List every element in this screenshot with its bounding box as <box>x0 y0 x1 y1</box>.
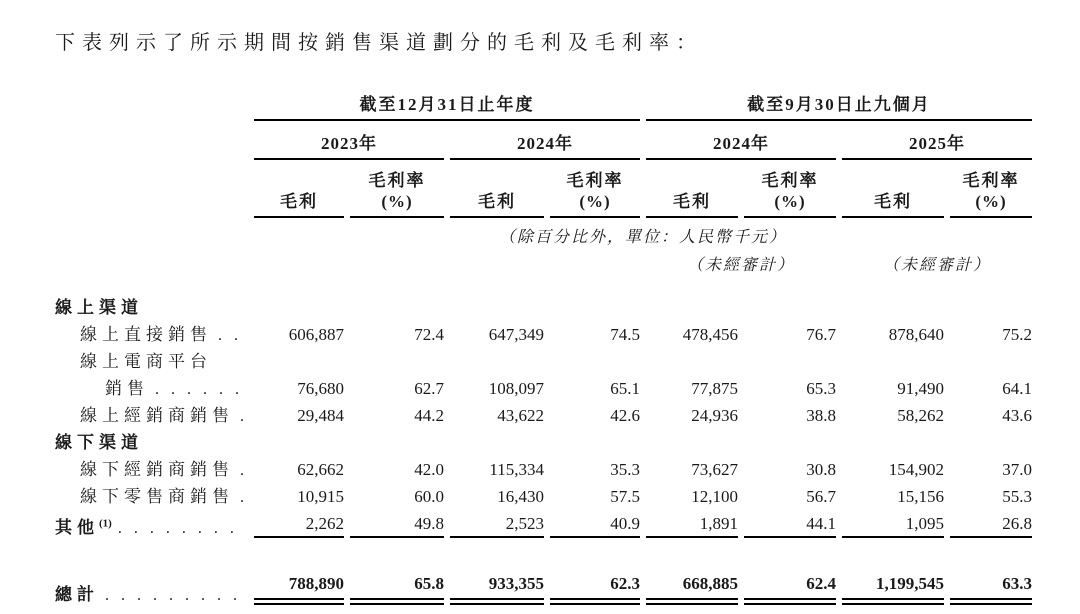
row-label: 線上直接銷售 <box>80 325 212 344</box>
gp-2024: 2,523 <box>450 507 544 538</box>
gpm-2025: 26.8 <box>950 507 1032 538</box>
gpm-2024-9m: 76.7 <box>806 325 836 344</box>
gpm-2024-9m: 30.8 <box>806 460 836 479</box>
gpm-2024-9m: 65.3 <box>806 379 836 398</box>
gpm-2024: 65.1 <box>610 379 640 398</box>
gp-2025: 91,490 <box>897 379 944 398</box>
gp-2024: 647,349 <box>488 325 544 344</box>
period-group-nine-months: 截至9月30日止九個月 <box>646 89 1032 121</box>
col-header-gpm-2: 毛利率 (%) <box>550 160 640 218</box>
period-header-row <box>55 89 1032 121</box>
gp-2025: 154,902 <box>888 460 944 479</box>
empty-cell <box>254 247 640 275</box>
gpm-2025: 55.3 <box>1002 487 1032 506</box>
year-header-2023: 2023年 <box>254 121 444 160</box>
col-header-gp-1: 毛利 <box>254 160 344 218</box>
gp-2025: 15,156 <box>897 487 944 506</box>
col-header-gp-2: 毛利 <box>450 160 544 218</box>
gp-2023: 606,887 <box>288 325 344 344</box>
gpm-2024: 74.5 <box>610 325 640 344</box>
gpm-2024: 35.3 <box>610 460 640 479</box>
row-label: 線下經銷商銷售 <box>80 460 234 479</box>
gp-2025: 1,095 <box>842 507 944 538</box>
row-label: 其他 <box>55 518 99 537</box>
gp-2023: 62,662 <box>297 460 344 479</box>
gp-2024-9m: 12,100 <box>691 487 738 506</box>
year-header-2024: 2024年 <box>450 121 640 160</box>
year-header-2025: 2025年 <box>842 121 1032 160</box>
gp-2024: 108,097 <box>488 379 544 398</box>
dot-leader: . <box>240 462 248 479</box>
total-gpm-2024: 62.3 <box>550 562 640 605</box>
row-label: 線上經銷商銷售 <box>80 406 234 425</box>
dot-leader: . <box>240 408 248 425</box>
total-gp-2024: 933,355 <box>450 562 544 605</box>
gp-2023: 76,680 <box>297 379 344 398</box>
gp-2024-9m: 1,891 <box>646 507 738 538</box>
empty-cell <box>55 247 248 275</box>
total-gp-2024-9m: 668,885 <box>646 562 738 605</box>
period-group-annual: 截至12月31日止年度 <box>254 89 640 121</box>
gpm-2024: 57.5 <box>610 487 640 506</box>
col-header-gpm-3: 毛利率 (%) <box>744 160 836 218</box>
gpm-2023: 62.7 <box>414 379 444 398</box>
dot-leader: . . . . . . . . <box>117 520 238 537</box>
gp-2023: 10,915 <box>297 487 344 506</box>
unaudited-note-row <box>55 247 1032 275</box>
row-offline-distributor-sales <box>55 453 1032 480</box>
col-header-gp-4: 毛利 <box>842 160 944 218</box>
empty-cell <box>55 218 248 247</box>
gp-2024-9m: 77,875 <box>691 379 738 398</box>
total-gpm-2023: 65.8 <box>350 562 444 605</box>
row-online-distributor-sales <box>55 399 1032 426</box>
section-offline-channels <box>55 426 1032 453</box>
empty-corner-cell <box>55 89 248 121</box>
gp-2024: 16,430 <box>497 487 544 506</box>
gpm-2024-9m: 38.8 <box>806 406 836 425</box>
unaudited-note-2025: （未經審計） <box>882 257 991 274</box>
dot-leader: . . . . . . <box>155 381 243 398</box>
row-label: 線下零售商銷售 <box>80 487 234 506</box>
empty-cell <box>55 160 248 218</box>
unit-note: （除百分比外，單位：人民幣千元） <box>498 229 787 246</box>
gp-2023: 29,484 <box>297 406 344 425</box>
gpm-2023: 72.4 <box>414 325 444 344</box>
section-online-channels <box>55 275 1032 318</box>
gpm-2025: 64.1 <box>1002 379 1032 398</box>
footnote-marker: (1) <box>99 517 112 530</box>
row-offline-retailer-sales <box>55 480 1032 507</box>
dot-leader: . . . . . . . . . <box>105 587 241 604</box>
row-online-ecommerce-platform-sales <box>55 372 1032 399</box>
year-header-row <box>55 121 1032 160</box>
intro-text: 下表列示了所示期間按銷售渠道劃分的毛利及毛利率： <box>55 32 703 54</box>
gp-2024-9m: 73,627 <box>691 460 738 479</box>
gross-profit-by-channel-table <box>49 89 1038 605</box>
total-gpm-2025: 63.3 <box>950 562 1032 605</box>
total-gp-2023: 788,890 <box>254 562 344 605</box>
unaudited-note-2024-9m: （未經審計） <box>686 257 795 274</box>
empty-cell <box>55 121 248 160</box>
gp-2024: 115,334 <box>489 460 544 479</box>
gpm-2023: 44.2 <box>414 406 444 425</box>
gpm-2023: 42.0 <box>414 460 444 479</box>
gpm-2023: 49.8 <box>350 507 444 538</box>
gpm-2024-9m: 44.1 <box>744 507 836 538</box>
spacer-row <box>55 538 1032 562</box>
gpm-2024: 42.6 <box>610 406 640 425</box>
total-label: 總計 <box>55 585 99 604</box>
row-online-ecommerce-platform <box>55 345 1032 372</box>
row-others <box>55 507 1032 538</box>
col-header-gpm-4: 毛利率 (%) <box>950 160 1032 218</box>
gpm-2024: 40.9 <box>550 507 640 538</box>
gpm-2023: 60.0 <box>414 487 444 506</box>
section-label: 線上渠道 <box>55 298 143 317</box>
dot-leader: . <box>240 489 248 506</box>
row-label: 線上電商平台 <box>80 352 212 371</box>
row-online-direct-sales <box>55 318 1032 345</box>
year-header-2024-9m: 2024年 <box>646 121 836 160</box>
gpm-2025: 37.0 <box>1002 460 1032 479</box>
gpm-2025: 43.6 <box>1002 406 1032 425</box>
dot-leader: . . <box>218 327 242 344</box>
col-header-gpm-1: 毛利率 (%) <box>350 160 444 218</box>
total-gpm-2024-9m: 62.4 <box>744 562 836 605</box>
gp-2025: 58,262 <box>897 406 944 425</box>
gp-2023: 2,262 <box>254 507 344 538</box>
gp-2024-9m: 478,456 <box>682 325 738 344</box>
gp-2024-9m: 24,936 <box>691 406 738 425</box>
row-label: 銷售 <box>105 379 149 398</box>
gp-2025: 878,640 <box>888 325 944 344</box>
measure-header-row <box>55 160 1032 218</box>
section-label: 線下渠道 <box>55 433 143 452</box>
gp-2024: 43,622 <box>497 406 544 425</box>
gpm-2025: 75.2 <box>1002 325 1032 344</box>
gpm-2024-9m: 56.7 <box>806 487 836 506</box>
unit-note-row <box>55 218 1032 247</box>
col-header-gp-3: 毛利 <box>646 160 738 218</box>
total-gp-2025: 1,199,545 <box>842 562 944 605</box>
row-total <box>55 562 1032 605</box>
